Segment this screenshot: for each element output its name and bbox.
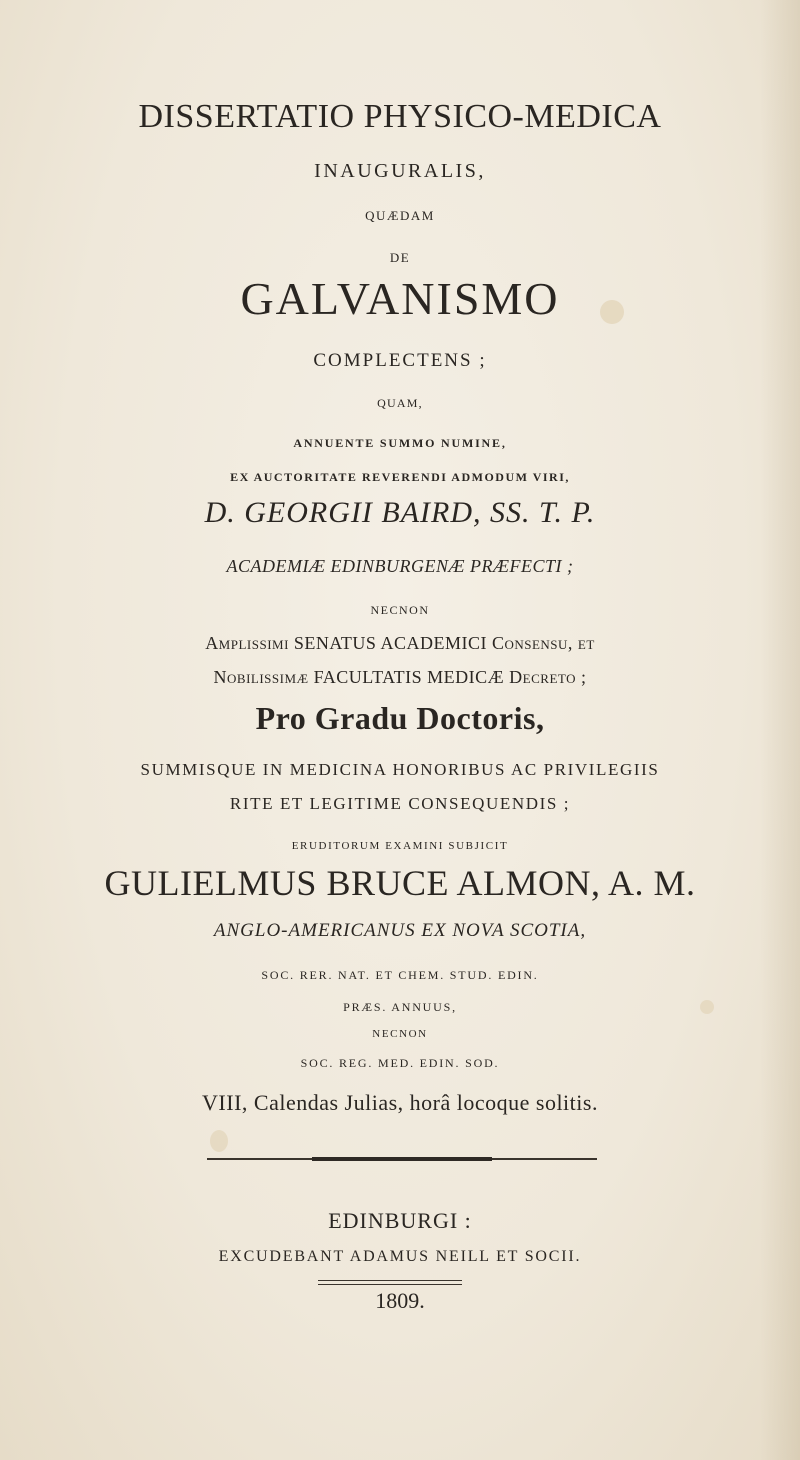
word-de: DE bbox=[389, 250, 411, 265]
facultatis-line: Nobilissimæ FACULTATIS MEDICÆ Decreto ; bbox=[213, 667, 587, 687]
main-title: DISSERTATIO PHYSICO-MEDICA bbox=[138, 98, 662, 135]
royal-society-line: SOC. REG. MED. EDIN. SOD. bbox=[300, 1056, 500, 1070]
summisque-line: SUMMISQUE IN MEDICINA HONORIBUS AC PRIVILEGIIS bbox=[140, 760, 660, 779]
ornamental-rule bbox=[207, 1158, 597, 1160]
title-page bbox=[60, 0, 740, 1460]
imprint-place: EDINBURGI : bbox=[328, 1208, 472, 1233]
page-edge-shadow bbox=[760, 0, 800, 1460]
praeses-line: PRÆS. ANNUUS, bbox=[343, 1000, 457, 1014]
double-rule-bottom bbox=[318, 1284, 462, 1285]
subtitle-inauguralis: INAUGURALIS, bbox=[314, 160, 486, 182]
word-necnon-2: NECNON bbox=[372, 1028, 428, 1040]
subject-galvanismo: GALVANISMO bbox=[240, 273, 560, 324]
principal-name: D. GEORGII BAIRD, SS. T. P. bbox=[204, 496, 596, 529]
author-name: GULIELMUS BRUCE ALMON, A. M. bbox=[104, 863, 696, 903]
word-quam: QUAM, bbox=[377, 396, 423, 410]
senatus-line: Amplissimi SENATUS ACADEMICI Consensu, et bbox=[205, 633, 595, 653]
word-complectens: COMPLECTENS ; bbox=[313, 350, 487, 371]
date-line: VIII, Calendas Julias, horâ locoque solitis. bbox=[202, 1090, 598, 1115]
society-line: SOC. RER. NAT. ET CHEM. STUD. EDIN. bbox=[261, 968, 539, 982]
double-rule-top bbox=[318, 1280, 462, 1281]
pro-gradu-doctoris: Pro Gradu Doctoris, bbox=[255, 700, 545, 736]
imprint-year: 1809. bbox=[375, 1288, 425, 1313]
word-quaedam: QUÆDAM bbox=[365, 208, 435, 223]
auctoritate-line: EX AUCTORITATE REVERENDI ADMODUM VIRI, bbox=[230, 470, 570, 484]
word-necnon: NECNON bbox=[370, 603, 430, 617]
academy-line: ACADEMIÆ EDINBURGENÆ PRÆFECTI ; bbox=[226, 556, 574, 576]
rite-line: RITE ET LEGITIME CONSEQUENDIS ; bbox=[229, 794, 571, 813]
imprint-printer: EXCUDEBANT ADAMUS NEILL ET SOCII. bbox=[218, 1248, 582, 1265]
author-origin: ANGLO-AMERICANUS EX NOVA SCOTIA, bbox=[213, 920, 587, 941]
eruditorum-line: ERUDITORUM EXAMINI SUBJICIT bbox=[291, 840, 509, 852]
annuente-line: ANNUENTE SUMMO NUMINE, bbox=[293, 436, 507, 450]
